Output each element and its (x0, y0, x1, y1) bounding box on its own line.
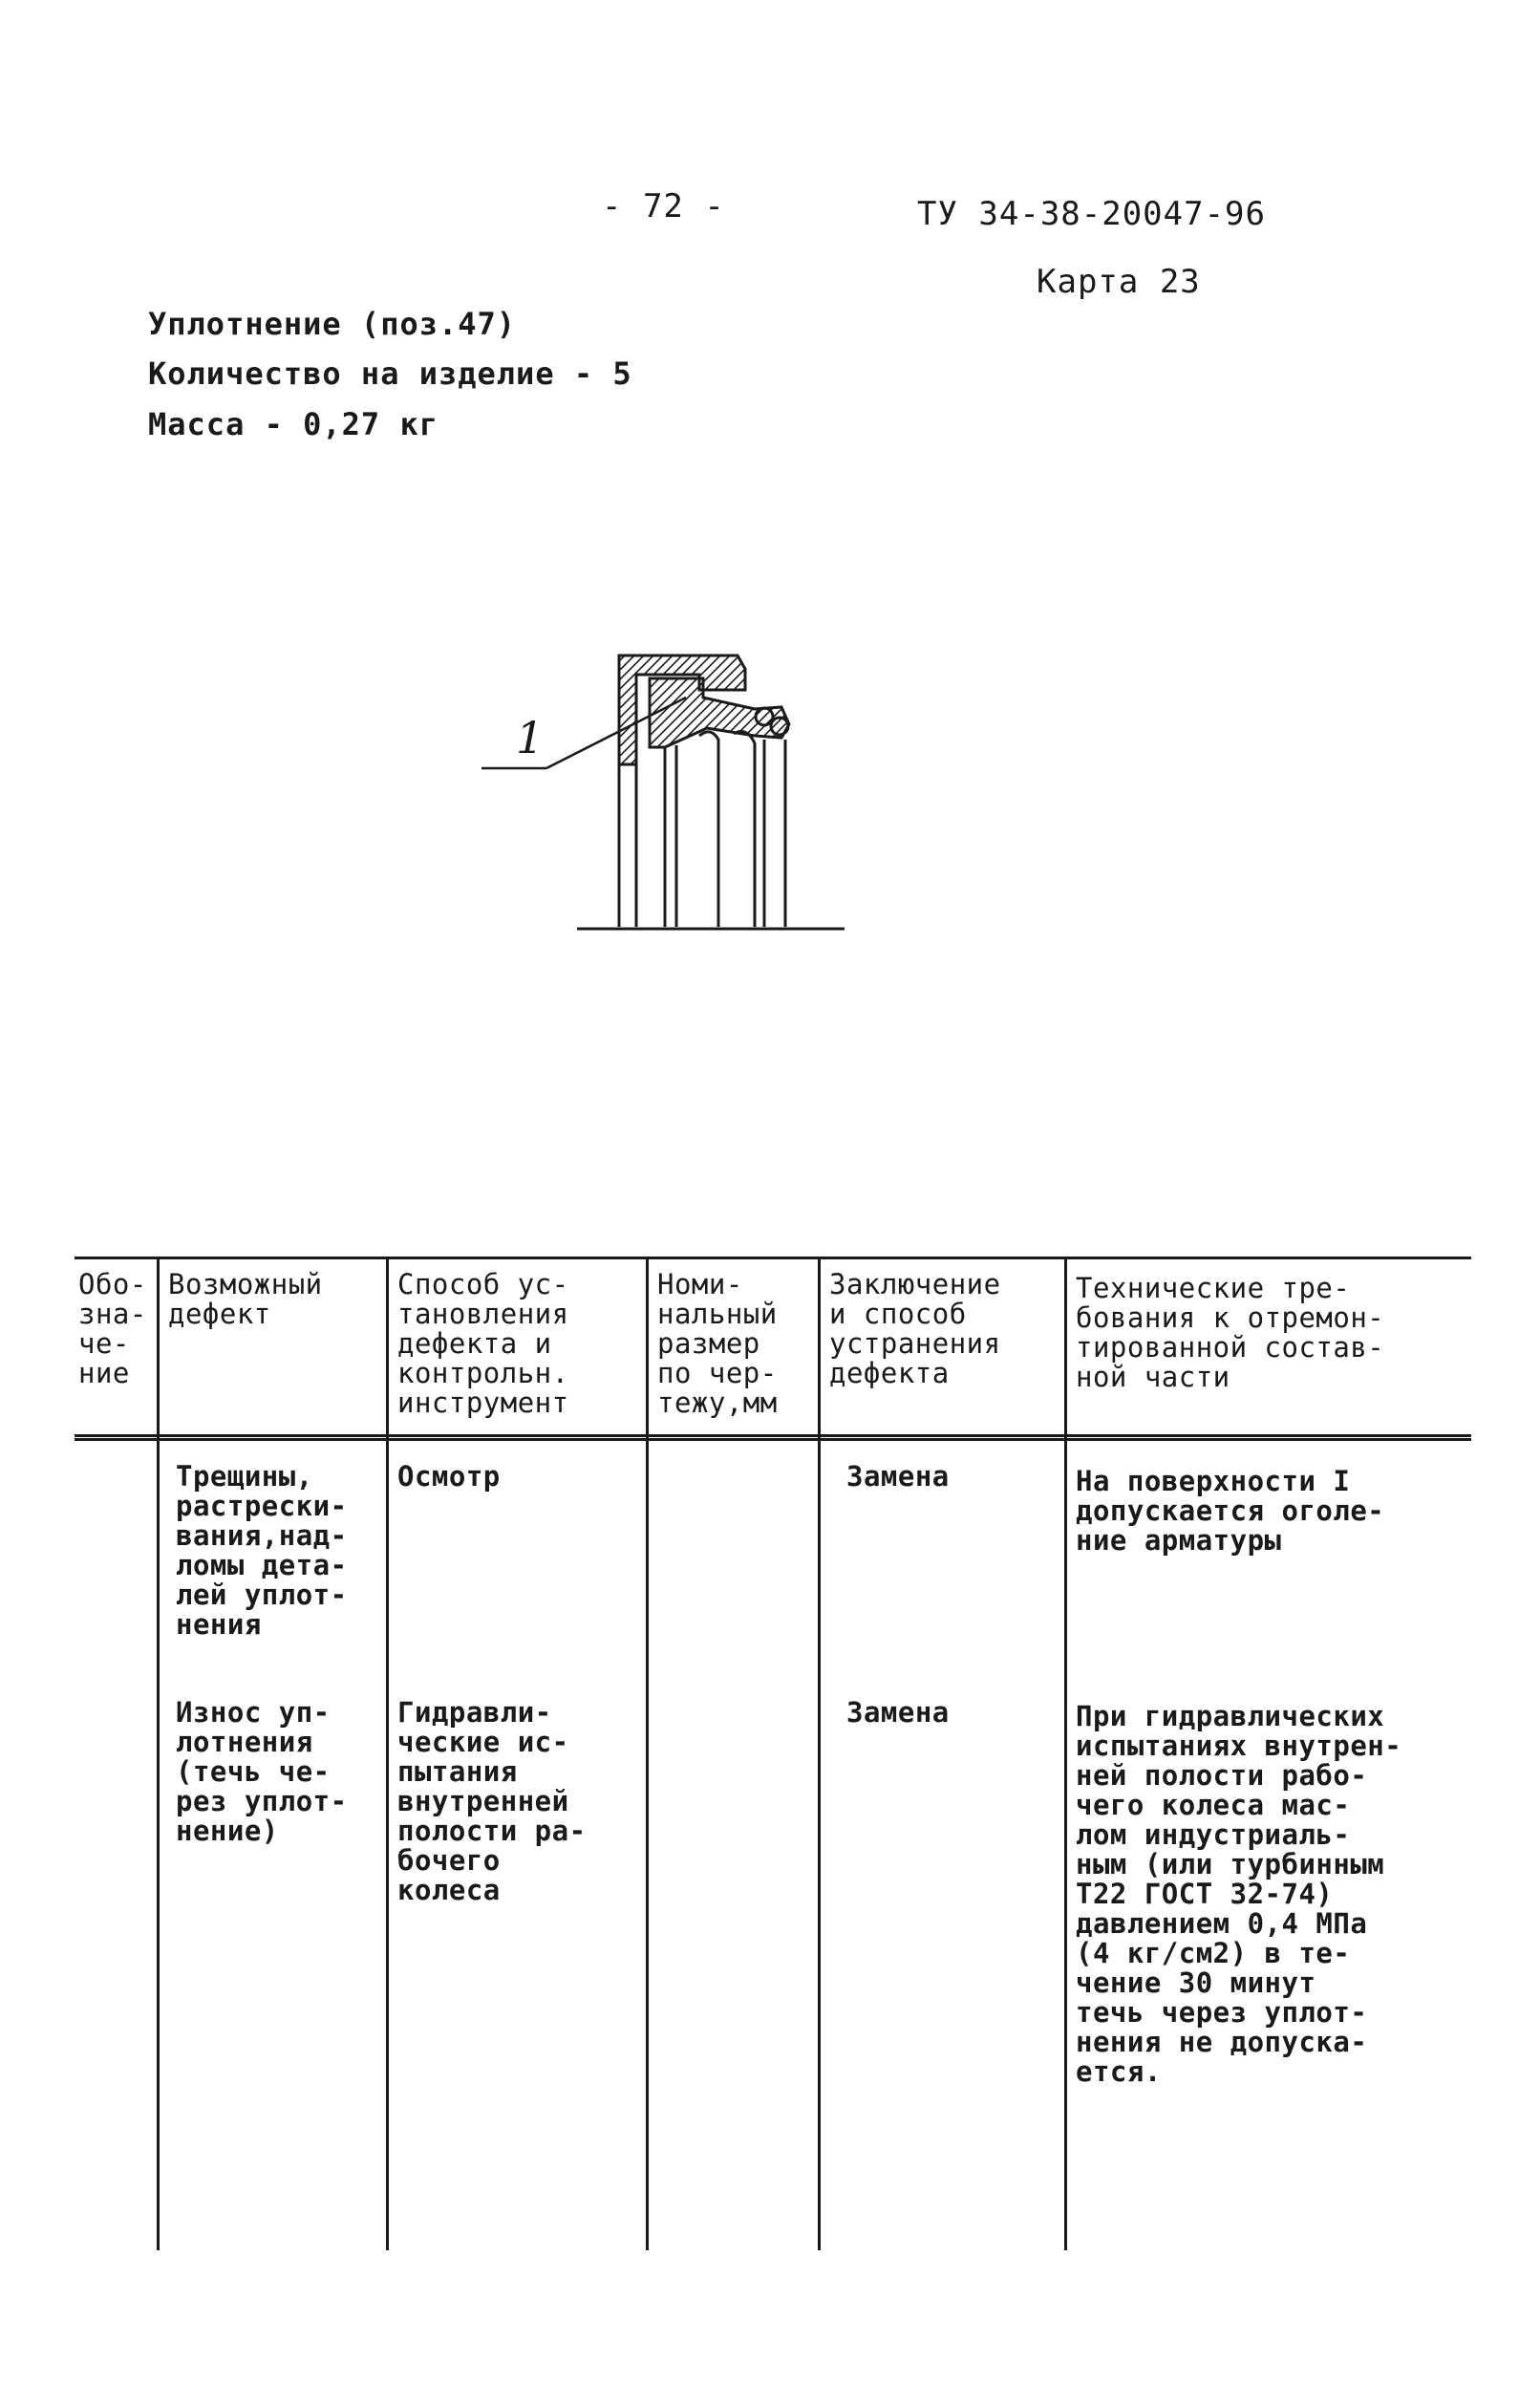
part-name: Уплотнение (поз.47) (148, 306, 517, 342)
header-designation: Обо- зна- че- ние (78, 1268, 147, 1389)
page-number: - 72 - (602, 187, 725, 226)
header-method: Способ ус- тановления дефекта и контрольн. инструмент (397, 1268, 569, 1419)
header-size: Номи- нальный размер по чер- тежу,мм (657, 1268, 778, 1419)
row2-method: Гидравли- ческие ис- пытания внутренней полости ра- бочего колеса (397, 1696, 587, 1906)
header-conclusion: Заключение и способ устранения дефекта (829, 1268, 1001, 1389)
row1-method: Осмотр (397, 1460, 501, 1493)
part-quantity: Количество на изделие - 5 (148, 355, 632, 392)
header-defect: Возможный дефект (168, 1268, 323, 1330)
defect-table (75, 1257, 1471, 2250)
header-requirements: Технические тре- бования к отремон- тированной состав- ной части (1076, 1272, 1385, 1393)
part-mass: Масса - 0,27 кг (148, 406, 438, 442)
row2-requirements: При гидравлических испытаниях внутрен- ней полости рабо- чего колеса мас- лом индустриаль- ным (или турбинным Т22 ГОСТ 32-74) давлением 0,4 МПа (4 кг/см2) в те- чение 30 минут течь через уплот- нения не допуска- ется. (1076, 1700, 1402, 2088)
row1-defect: Трещины, растрески- вания,над- ломы дета- лей уплот- нения (176, 1460, 348, 1641)
row1-requirements: На поверхности I допускается оголе- ние арматуры (1076, 1465, 1385, 1557)
row2-conclusion: Замена (846, 1696, 950, 1729)
seal-drawing (478, 640, 860, 946)
document-code: ТУ 34-38-20047-96 (917, 195, 1266, 233)
card-number: Карта 23 (1037, 263, 1201, 301)
row2-defect: Износ уп- лотнения (течь че- рез уплот- нение) (176, 1696, 348, 1847)
row1-conclusion: Замена (846, 1460, 950, 1493)
drawing-callout: 1 (516, 712, 545, 763)
